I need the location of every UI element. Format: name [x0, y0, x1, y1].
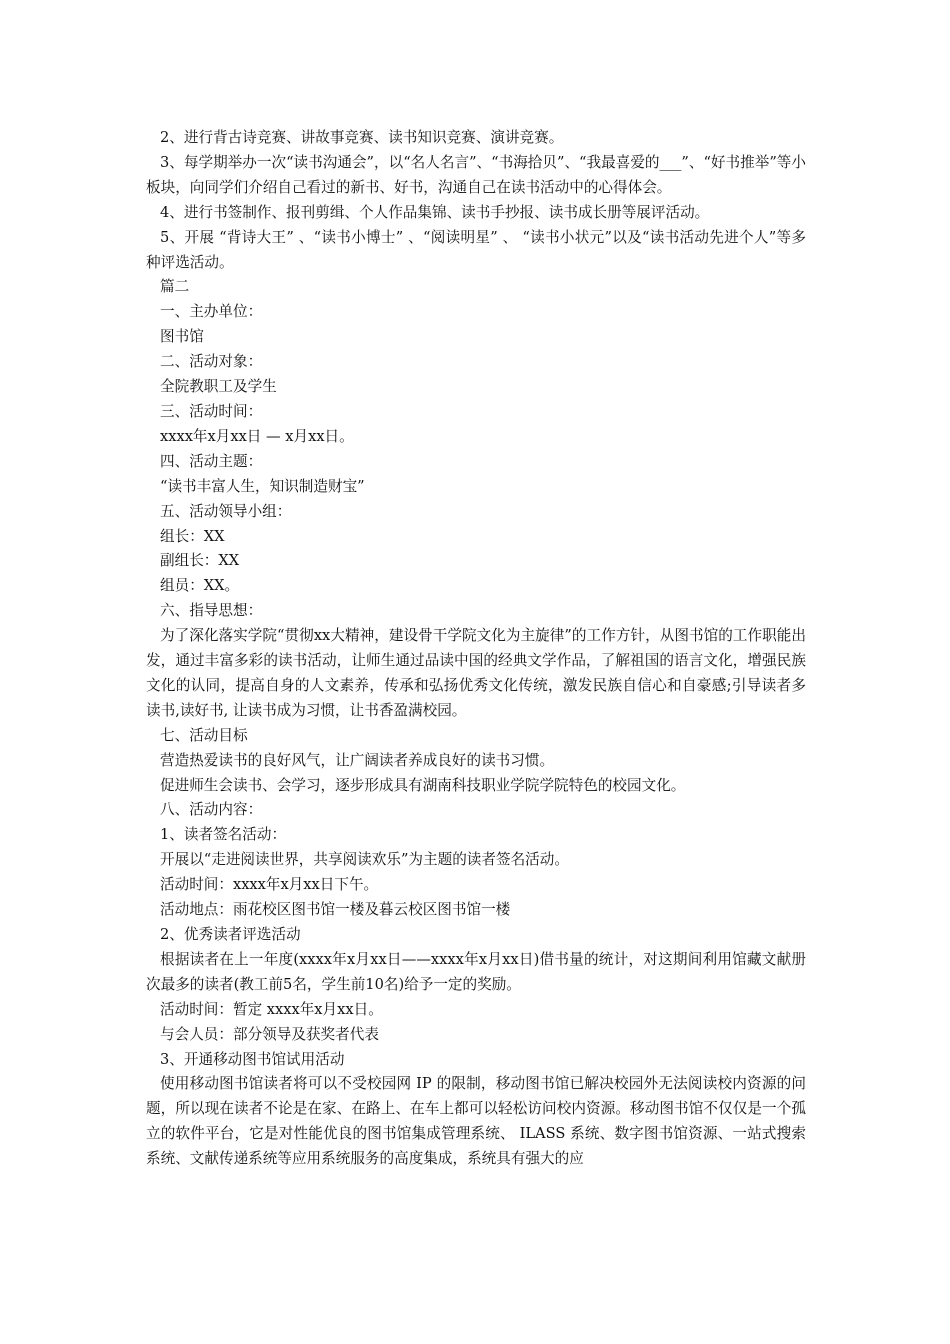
heading-theme: 四、活动主题：: [160, 452, 263, 470]
section-heading-part-two: 篇二: [160, 278, 190, 296]
mobile-library-description: 使用移动图书馆读者将可以不受校园网 IP 的限制，移动图书馆已解决校园外无法阅读校内资源的问题，所以现在读者不论是在家、在路上、在车上都可以轻松访问校内资源。移动图书馆不仅仅是一个孤立的软件平台，它是对性能优良的图书馆集成管理系统、 ILASS 系统、数字图书馆资源、一站式搜索系统、文献传递系统等应用系统服务的高度集成，系统具有强大的应: [146, 1075, 806, 1168]
heading-time: 三、活动时间：: [160, 402, 263, 420]
goal-1-text: 营造热爱读书的良好风气，让广阔读者养成良好的读书习惯。: [160, 751, 555, 769]
signature-location: 活动地点：雨花校区图书馆一楼及暮云校区图书馆一楼: [160, 901, 511, 919]
document-page: [146, 126, 806, 1172]
paragraph-activity-4: 4、进行书签制作、报刊剪缉、个人作品集锦、读书手抄报、读书成长册等展评活动。: [160, 203, 710, 221]
paragraph-activity-5: 5、开展 “背诗大王” 、“读书小博士” 、“阅读明星” 、 “读书小状元”以及“读书活动先进个人”等多种评选活动。: [146, 228, 806, 271]
reader-award-attendees: 与会人员：部分领导及获奖者代表: [160, 1025, 379, 1043]
paragraph-activity-3: 3、每学期举办一次“读书沟通会”，以“名人名言”、“书海拾贝”、“我最喜爱的___”、“好书推举”等小板块，向同学们介绍自己看过的新书、好书，沟通自己在读书活动中的心得体会。: [146, 153, 806, 196]
subheading-signature: 1、读者签名活动：: [160, 826, 287, 844]
audience-value: 全院教职工及学生: [160, 378, 277, 396]
subheading-mobile-library: 3、开通移动图书馆试用活动: [160, 1050, 345, 1068]
heading-goals: 七、活动目标: [160, 726, 248, 744]
heading-guiding-idea: 六、指导思想：: [160, 602, 263, 620]
signature-description: 开展以“走进阅读世界，共享阅读欢乐”为主题的读者签名活动。: [160, 851, 569, 869]
leader-value: 组长：XX: [160, 527, 225, 545]
heading-audience: 二、活动对象：: [160, 353, 263, 371]
subheading-reader-award: 2、优秀读者评选活动: [160, 926, 301, 943]
goal-2-text: 促进师生会读书、会学习，逐步形成具有湖南科技职业学院学院特色的校园文化。: [160, 776, 686, 794]
reader-award-time: 活动时间：暂定 xxxx年x月xx日。: [160, 1000, 383, 1018]
theme-value: “读书丰富人生，知识制造财宝”: [160, 477, 365, 495]
deputy-leader-value: 副组长：XX: [160, 552, 240, 570]
heading-content: 八、活动内容：: [160, 801, 263, 819]
guiding-idea-text: 为了深化落实学院“贯彻xx大精神，建设骨干学院文化为主旋律”的工作方针，从图书馆的工作职能出发，通过丰富多彩的读书活动，让师生通过品读中国的经典文学作品，了解祖国的语言文化，增强民族文化的认同，提高自身的人文素养，传承和弘扬优秀文化传统，激发民族自信心和自豪感;引导读者多读书,读好书, 让读书成为习惯，让书香盈满校园。: [146, 627, 806, 719]
reader-award-description: 根据读者在上一年度(xxxx年x月xx日——xxxx年x月xx日)借书量的统计，对这期间利用馆藏文献册次最多的读者(教工前5名，学生前10名)给予一定的奖励。: [146, 950, 806, 993]
members-value: 组员：XX。: [160, 577, 240, 595]
time-value: xxxx年x月xx日 — x月xx日。: [160, 427, 354, 445]
paragraph-activity-2: 2、进行背古诗竞赛、讲故事竞赛、读书知识竞赛、演讲竞赛。: [160, 129, 564, 146]
signature-time: 活动时间：xxxx年x月xx日下午。: [160, 876, 379, 894]
organizer-value: 图书馆: [160, 328, 204, 346]
heading-organizer: 一、主办单位：: [160, 303, 263, 321]
heading-leadership: 五、活动领导小组：: [160, 502, 292, 520]
